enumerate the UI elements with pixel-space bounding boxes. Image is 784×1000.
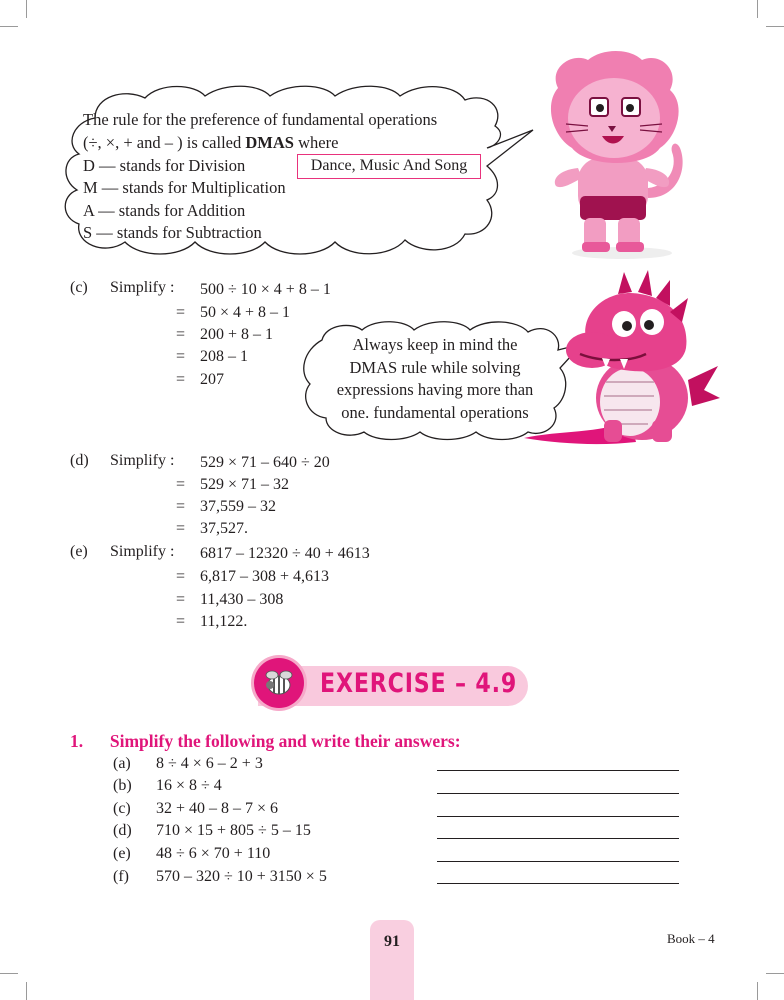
item-b-expression: 16 × 8 ÷ 4	[156, 777, 222, 794]
reminder-line-3: expressions having more than	[336, 380, 534, 399]
crop-mark	[757, 0, 758, 18]
equals-sign: =	[176, 326, 186, 343]
item-a-expression: 8 ÷ 4 × 6 – 2 + 3	[156, 755, 263, 772]
item-c-expression: 32 + 40 – 8 – 7 × 6	[156, 800, 279, 817]
exercise-title: EXERCISE – 4.9	[320, 668, 518, 699]
crop-mark	[0, 973, 18, 974]
equals-sign: =	[176, 520, 186, 537]
pink-cat-illustration	[548, 48, 696, 260]
crop-mark	[26, 0, 27, 18]
example-d-simplify: Simplify :	[110, 452, 175, 469]
rule-line-2-suffix: where	[293, 133, 339, 152]
rule-line-6: S — stands for Subtraction	[83, 223, 262, 242]
page-number-tab	[370, 920, 414, 1000]
equals-sign: =	[176, 613, 186, 630]
example-e-label: (e)	[70, 543, 88, 560]
question-number: 1.	[70, 731, 84, 751]
item-e-expression: 48 ÷ 6 × 70 + 110	[156, 845, 271, 862]
crop-mark	[26, 982, 27, 1000]
item-d-label: (d)	[113, 822, 132, 839]
rule-line-2-prefix: (÷, ×, + and – ) is called	[83, 133, 246, 152]
crop-mark	[0, 26, 18, 27]
equals-sign: =	[176, 591, 186, 608]
question-heading	[70, 731, 461, 752]
rule-line-5: A — stands for Addition	[83, 201, 246, 220]
item-c-label: (c)	[113, 800, 131, 817]
example-e-step-3: 11,122.	[200, 613, 248, 630]
dmas-bold: DMAS	[245, 133, 294, 152]
equals-sign: =	[176, 371, 186, 388]
item-b-label: (b)	[113, 777, 132, 794]
example-d-step-2: 37,559 – 32	[200, 498, 276, 515]
reminder-line-4: one. fundamental operations	[341, 402, 529, 422]
item-f-label: (f)	[113, 868, 129, 885]
reminder-line-2: DMAS rule while solving	[349, 357, 521, 377]
rule-line-1: The rule for the preference of fundamental operations	[83, 110, 438, 129]
answer-line[interactable]	[437, 861, 679, 862]
reminder-line-1: Always keep in mind the	[352, 335, 518, 354]
rule-line-4: M — stands for Multiplication	[83, 178, 286, 197]
example-d-label: (d)	[70, 452, 89, 469]
example-e-simplify: Simplify :	[110, 543, 175, 560]
example-d-expression: 529 × 71 – 640 ÷ 20	[200, 454, 330, 471]
equals-sign: =	[176, 348, 186, 365]
answer-line[interactable]	[437, 883, 679, 884]
equals-sign: =	[176, 498, 186, 515]
example-c-simplify: Simplify :	[110, 279, 175, 296]
example-c-step-1: 50 × 4 + 8 – 1	[200, 304, 291, 321]
equals-sign: =	[176, 568, 186, 585]
example-c-expression: 500 ÷ 10 × 4 + 8 – 1	[200, 281, 331, 298]
page-number: 91	[384, 933, 400, 950]
example-e-expression: 6817 – 12320 ÷ 40 + 4613	[200, 545, 370, 562]
reminder-text	[316, 334, 554, 424]
answer-line[interactable]	[437, 838, 679, 839]
equals-sign: =	[176, 304, 186, 321]
mnemonic-box: Dance, Music And Song	[297, 154, 481, 179]
example-c-step-3: 208 – 1	[200, 348, 248, 365]
item-a-label: (a)	[113, 755, 131, 772]
crop-mark	[766, 26, 784, 27]
rule-line-3: D — stands for Division	[83, 156, 246, 175]
book-label: Book – 4	[667, 931, 715, 946]
rule-line-2	[83, 132, 338, 155]
example-e-step-2: 11,430 – 308	[200, 591, 284, 608]
answer-line[interactable]	[437, 770, 679, 771]
item-f-expression: 570 – 320 ÷ 10 + 3150 × 5	[156, 868, 327, 885]
item-e-label: (e)	[113, 845, 131, 862]
answer-line[interactable]	[437, 816, 679, 817]
crop-mark	[766, 973, 784, 974]
example-d-step-1: 529 × 71 – 32	[200, 476, 290, 493]
bee-icon	[262, 667, 296, 699]
example-c-step-4: 207	[200, 371, 224, 388]
pink-dragon-illustration	[520, 270, 720, 448]
example-c-step-2: 200 + 8 – 1	[200, 326, 274, 343]
equals-sign: =	[176, 476, 186, 493]
question-text: Simplify the following and write their answers:	[109, 731, 461, 751]
example-d-step-3: 37,527.	[200, 520, 248, 537]
example-e-step-1: 6,817 – 308 + 4,613	[200, 568, 330, 585]
item-d-expression: 710 × 15 + 805 ÷ 5 – 15	[156, 822, 311, 839]
crop-mark	[757, 982, 758, 1000]
answer-line[interactable]	[437, 793, 679, 794]
example-c-label: (c)	[70, 279, 88, 296]
